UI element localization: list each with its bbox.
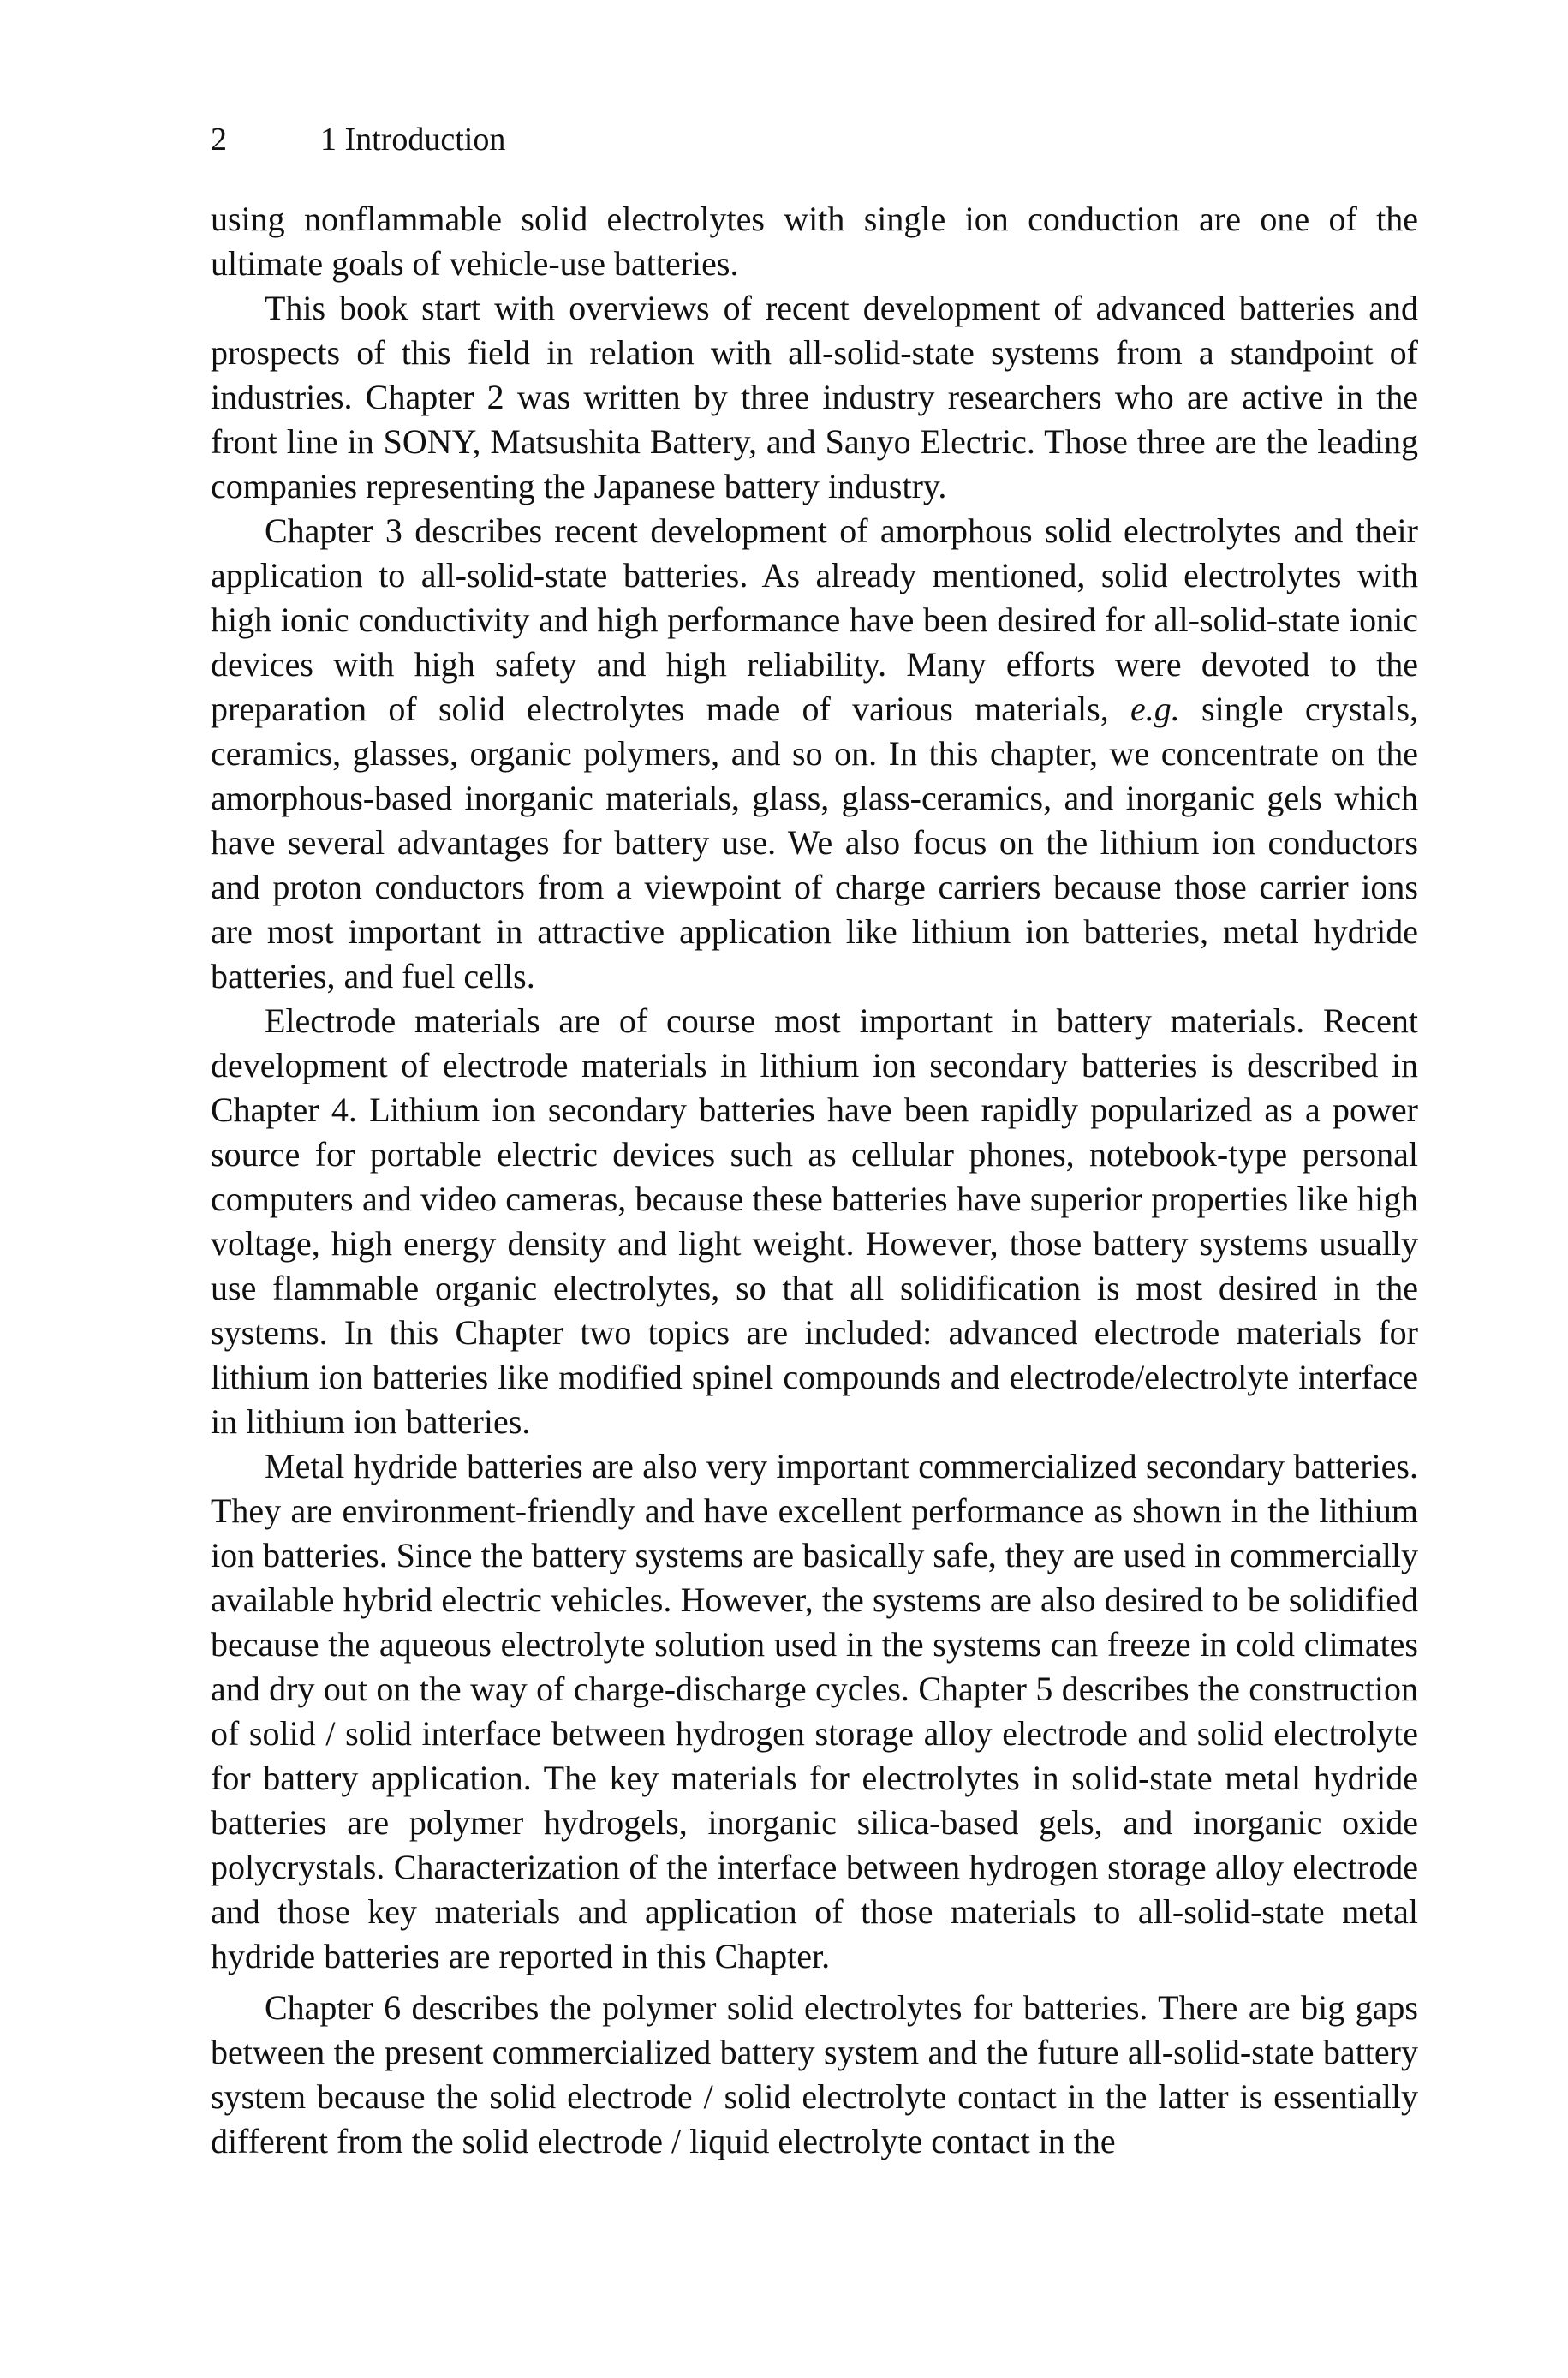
paragraph-continued: using nonflammable solid electrolytes with single ion conduction are one of the ultimate goals of vehicle-use batteries. [211, 200, 1418, 283]
paragraph-chapter-3-part-2: single crystals, ceramics, glasses, organic polymers, and so on. In this chapter, we concentrate on the amorphous-based inorganic materials, glass, glass-ceramics, and inorganic gels which have several advantages for battery use. We also focus on the lithium ion conductors and proton conductors from a viewpoint of charge carriers because those carrier ions are most important in attractive application like lithium ion batteries, metal hydride batteries, and fuel cells. [211, 690, 1419, 995]
page-number: 2 [211, 122, 227, 158]
paragraph-book-overview: This book start with overviews of recent development of advanced batteries and prospects of this field in relation with all-solid-state systems from a standpoint of industries. Chapter 2 was written by three industry researchers who are active in the front line in SONY, Matsushita Battery, and Sanyo Electric. Those three are the leading companies representing the Japanese battery industry. [211, 289, 1418, 505]
chapter-title: 1 Introduction [320, 122, 506, 158]
paragraph-chapter-6: Chapter 6 describes the polymer solid electrolytes for batteries. There are big gaps between the present commercialized battery system and the future all-solid-state battery system because the solid electrode / solid electrolyte contact in the latter is essentially different from the solid electrode / liquid electrolyte contact in the [211, 1988, 1418, 2160]
paragraph-chapter-5: Metal hydride batteries are also very important commercialized secondary batteries. They are environment-friendly and have excellent performance as shown in the lithium ion batteries. Since the battery systems are basically safe, they are used in commercially available hybrid electric vehicles. However, the systems are also desired to be solidified because the aqueous electrolyte solution used in the systems can freeze in cold climates and dry out on the way of charge-discharge cycles. Chapter 5 describes the construction of solid / solid interface between hydrogen storage alloy electrode and solid electrolyte for battery application. The key materials for electrolytes in solid-state metal hydride batteries are polymer hydrogels, inorganic silica-based gels, and inorganic oxide polycrystals. Characterization of the interface between hydrogen storage alloy electrode and those key materials and application of those materials to all-solid-state metal hydride batteries are reported in this Chapter. [211, 1447, 1418, 1975]
paragraph-chapter-4: Electrode materials are of course most important in battery materials. Recent development of electrode materials in lithium ion secondary batteries is described in Chapter 4. Lithium ion secondary batteries have been rapidly popularized as a power source for portable electric devices such as cellular phones, notebook-type personal computers and video cameras, because these batteries have superior properties like high voltage, high energy density and light weight. However, those battery systems usually use flammable organic electrolytes, so that all solidification is most desired in the systems. In this Chapter two topics are included: advanced electrode materials for lithium ion batteries like modified spinel compounds and electrode/electrolyte interface in lithium ion batteries. [211, 1001, 1418, 1441]
body-text [211, 197, 1418, 2164]
running-header [211, 120, 505, 159]
paragraph-chapter-3 [211, 509, 1418, 999]
paragraph-chapter-3-part-1: Chapter 3 describes recent development of amorphous solid electrolytes and their application to all-solid-state batteries. As already mentioned, solid electrolytes with high ionic conductivity and high performance have been desired for all-solid-state ionic devices with high safety and high reliability. Many efforts were devoted to the preparation of solid electrolytes made of various materials, [211, 511, 1418, 728]
paragraph-chapter-3-emphasis: e.g. [1130, 690, 1180, 728]
